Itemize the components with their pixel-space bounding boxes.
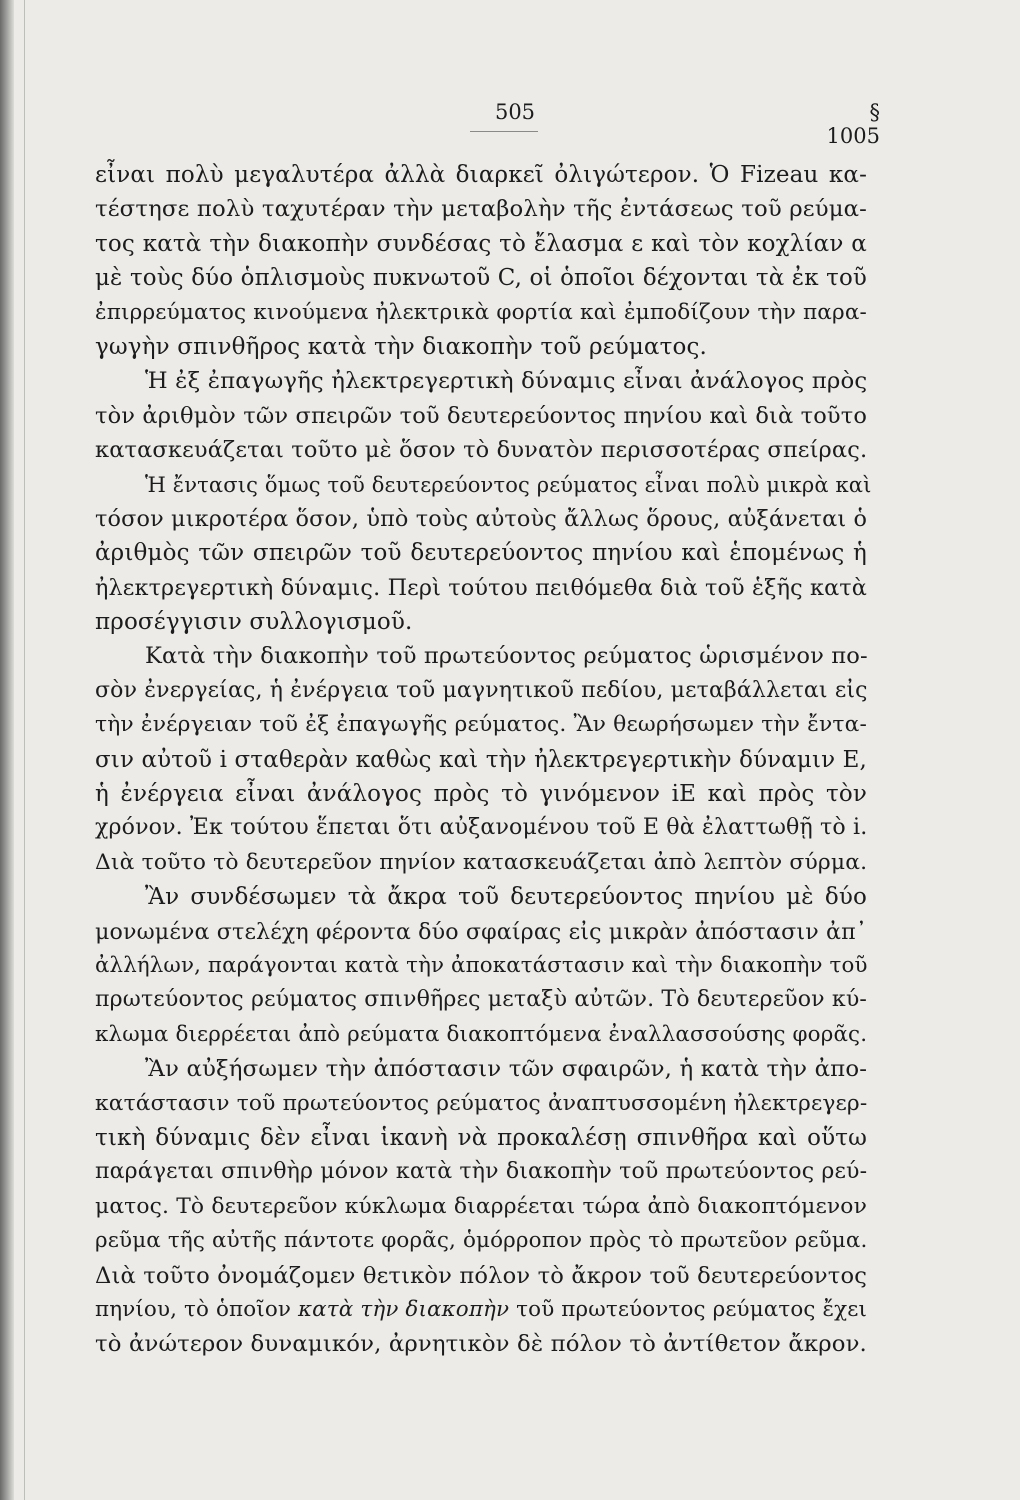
page-number: 505: [494, 100, 536, 124]
text-line: τὸ ἀνώτερον δυναμικόν, ἀρνητικὸν δὲ πόλον τὸ ἀντίθετον ἄκρον.: [95, 1331, 867, 1358]
emphasis-text: κατὰ τὴν διακοπὴν: [298, 1296, 510, 1322]
text-line: τὴν ἐνέργειαν τοῦ ἐξ ἐπαγωγῆς ρεύματος. Ἂν θεωρήσωμεν τὴν ἔντα-: [95, 712, 867, 738]
text-line: τος κατὰ τὴν διακοπὴν συνδέσας τὸ ἔλασμα ε καὶ τὸν κοχλίαν α: [95, 230, 867, 257]
text-line: Ἡ ἔντασις ὅμως τοῦ δευτερεύοντος ρεύματος εἶναι πολὺ μικρὰ καὶ: [145, 471, 872, 497]
text-line: Διὰ τοῦτο τὸ δευτερεῦον πηνίον κατασκευάζεται ἀπὸ λεπτὸν σύρμα.: [95, 849, 868, 875]
text-line: ρεῦμα τῆς αὐτῆς πάντοτε φορᾶς, ὁμόρροπον πρὸς τὸ πρωτεῦον ρεῦμα.: [95, 1228, 868, 1254]
text-line: τὸν ἀριθμὸν τῶν σπειρῶν τοῦ δευτερεύοντος πηνίου καὶ διὰ τοῦτο: [95, 402, 867, 429]
text-line: κλωμα διερρέεται ἀπὸ ρεύματα διακοπτόμενα ἐναλλασσούσης φορᾶς.: [95, 1021, 868, 1047]
text-line: προσέγγισιν συλλογισμοῦ.: [95, 609, 413, 636]
text-line: παράγεται σπινθὴρ μόνον κατὰ τὴν διακοπὴν τοῦ πρωτεύοντος ρεύ-: [95, 1159, 868, 1185]
text-line: μὲ τοὺς δύο ὁπλισμοὺς πυκνωτοῦ C, οἱ ὁποῖοι δέχονται τὰ ἐκ τοῦ: [95, 265, 867, 292]
text-line: Ἂν συνδέσωμεν τὰ ἄκρα τοῦ δευτερεύοντος πηνίου μὲ δύο: [145, 884, 867, 911]
text-line: χρόνον. Ἐκ τούτου ἕπεται ὅτι αὐξανομένου τοῦ Ε θὰ ἐλαττωθῇ τὸ i.: [95, 815, 868, 841]
text-line: γωγὴν σπινθῆρος κατὰ τὴν διακοπὴν τοῦ ρεύματος.: [95, 333, 707, 360]
text-line: ἠλεκτρεγερτικὴ δύναμις. Περὶ τούτου πειθόμεθα διὰ τοῦ ἑξῆς κατὰ: [95, 574, 867, 601]
text-line: τέστησε πολὺ ταχυτέραν τὴν μεταβολὴν τῆς ἐντάσεως τοῦ ρεύμα-: [95, 196, 867, 223]
header-rule: [470, 131, 538, 132]
text-line: Διὰ τοῦτο ὀνομάζομεν θετικὸν πόλον τὸ ἄκρον τοῦ δευτερεύοντος: [95, 1262, 867, 1289]
section-number: § 1005: [826, 100, 880, 148]
text-line: εἶναι πολὺ μεγαλυτέρα ἀλλὰ διαρκεῖ ὀλιγώτερον. Ὁ Fizeau κα-: [95, 162, 867, 188]
text-line: Κατὰ τὴν διακοπὴν τοῦ πρωτεύοντος ρεύματος ὡρισμένον πο-: [145, 643, 868, 670]
text-line: ἡ ἐνέργεια εἶναι ἀνάλογος πρὸς τὸ γινόμενον iΕ καὶ πρὸς τὸν: [95, 781, 867, 808]
text-line: Ἡ ἐξ ἐπαγωγῆς ἠλεκτρεγερτικὴ δύναμις εἶναι ἀνάλογος πρὸς: [145, 368, 868, 395]
text-line: μονωμένα στελέχη φέροντα δύο σφαίρας εἰς μικρὰν ἀπόστασιν ἀπ᾽: [95, 918, 868, 945]
binding-edge: [0, 0, 14, 1500]
text-segment: πηνίου, τὸ ὁποῖον: [95, 1296, 298, 1322]
text-line: σὸν ἐνεργείας, ἡ ἐνέργεια τοῦ μαγνητικοῦ πεδίου, μεταβάλλεται εἰς: [95, 677, 868, 703]
text-line: ἀλλήλων, παράγονται κατὰ τὴν ἀποκατάστασιν καὶ τὴν διακοπὴν τοῦ: [95, 952, 868, 978]
margin-line: [24, 0, 25, 1500]
text-line: τόσον μικροτέρα ὅσον, ὑπὸ τοὺς αὐτοὺς ἄλλως ὅρους, αὐξάνεται ὁ: [95, 505, 868, 532]
text-segment: τοῦ πρωτεύοντος ρεύματος ἔχει: [509, 1296, 868, 1322]
text-line: ἐπιρρεύματος κινούμενα ἠλεκτρικὰ φορτία καὶ ἐμποδίζουν τὴν παρα-: [95, 299, 867, 325]
text-line: σιν αὐτοῦ i σταθερὰν καθὼς καὶ τὴν ἠλεκτρεγερτικὴν δύναμιν Ε,: [95, 746, 867, 773]
text-line: κατασκευάζεται τοῦτο μὲ ὅσον τὸ δυνατὸν περισσοτέρας σπείρας.: [95, 437, 868, 464]
body-text: [95, 158, 872, 1362]
text-line: Ἂν αὐξήσωμεν τὴν ἀπόστασιν τῶν σφαιρῶν, ἡ κατὰ τὴν ἀπο-: [145, 1056, 868, 1083]
text-line-with-emphasis: [95, 1293, 867, 1327]
text-line: ματος. Τὸ δευτερεῦον κύκλωμα διαρρέεται τώρα ἀπὸ διακοπτόμενον: [95, 1193, 867, 1219]
text-line: τικὴ δύναμις δὲν εἶναι ἱκανὴ νὰ προκαλέσῃ σπινθῆρα καὶ οὕτω: [95, 1124, 867, 1151]
text-line: κατάστασιν τοῦ πρωτεύοντος ρεύματος ἀναπτυσσομένη ἠλεκτρεγερ-: [95, 1090, 868, 1116]
text-line: πρωτεύοντος ρεύματος σπινθῆρες μεταξὺ αὐτῶν. Τὸ δευτερεῦον κύ-: [95, 987, 868, 1013]
text-line: ἀριθμὸς τῶν σπειρῶν τοῦ δευτερεύοντος πηνίου καὶ ἑπομένως ἡ: [95, 540, 867, 567]
